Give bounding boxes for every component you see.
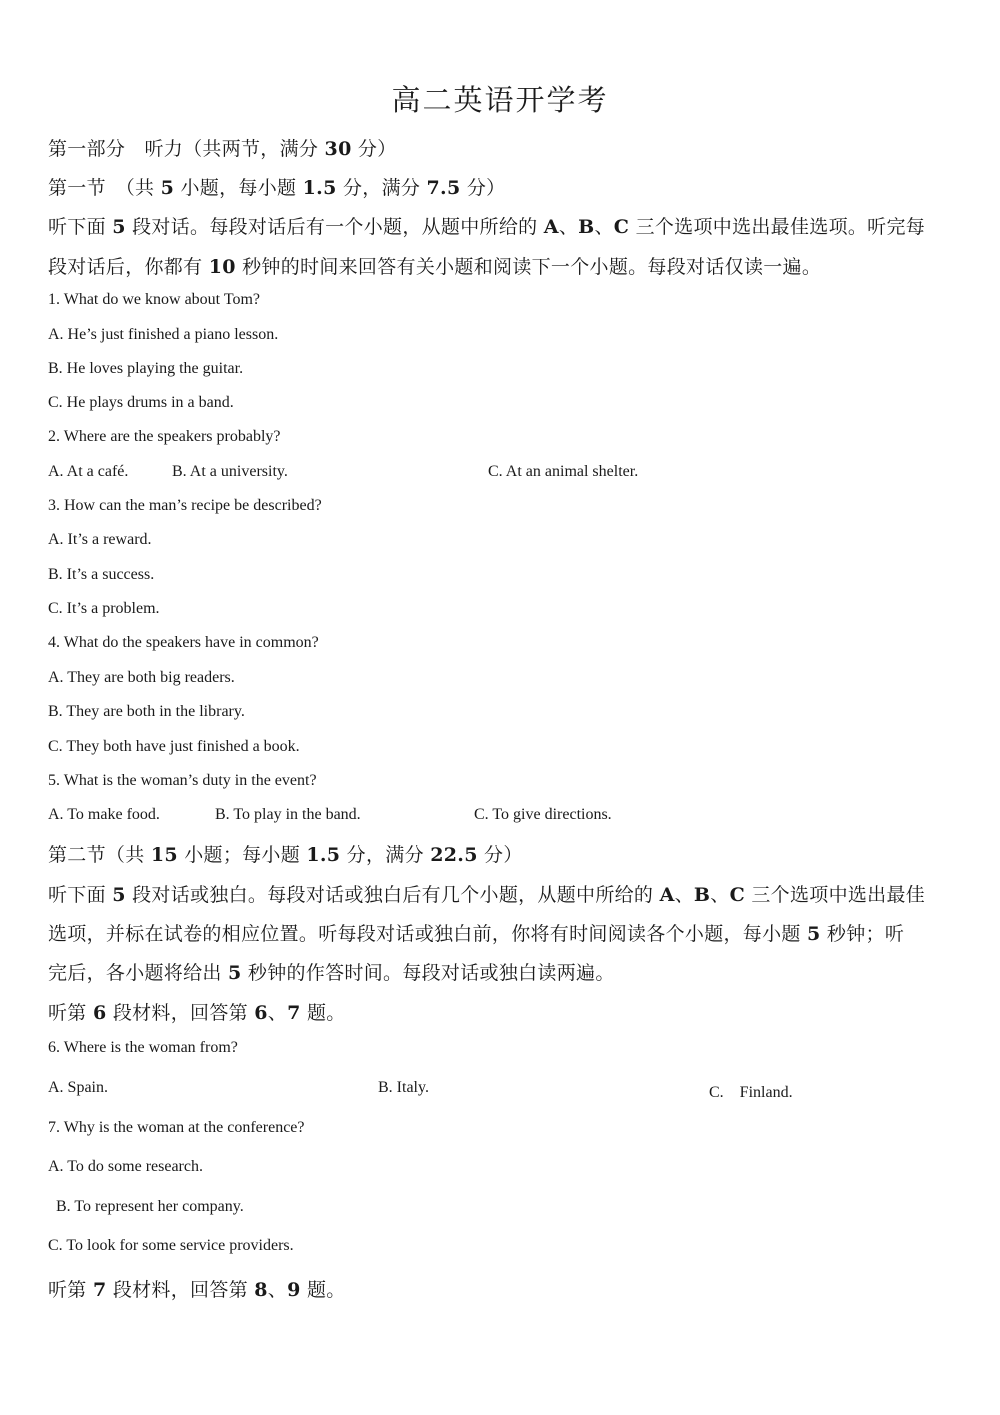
seconds-number: 10 (208, 256, 236, 278)
part1-heading (48, 134, 397, 161)
text-segment: 秒钟；听 (820, 923, 905, 945)
text-segment: 、 (267, 1279, 288, 1301)
question-1-option-c: C. He plays drums in a band. (48, 394, 234, 411)
text-segment: 听第 (48, 1279, 93, 1301)
text-segment: 、 (710, 884, 730, 906)
question-1-stem: 1. What do we know about Tom? (48, 291, 261, 308)
section1-instructions-line1 (48, 212, 925, 239)
text-segment: 分） (351, 138, 397, 160)
text-segment: 、 (594, 216, 614, 238)
count-number: 15 (150, 844, 178, 866)
question-2-option-b: B. At a university. (172, 463, 288, 480)
option-letter: A (543, 216, 559, 238)
material-number: 7 (92, 1279, 107, 1301)
section2-instructions-line3 (48, 958, 615, 985)
text-segment: 分） (477, 844, 523, 866)
option-letter: C (729, 884, 746, 906)
question-4-option-c: C. They both have just finished a book. (48, 738, 300, 755)
text-segment: 段对话后，你都有 (48, 256, 209, 278)
question-1-option-a: A. He’s just finished a piano lesson. (48, 326, 279, 343)
text-segment: 第一部分 听力（共两节，满分 (48, 138, 325, 160)
text-segment: 三个选项中选出最佳 (745, 884, 926, 906)
score-number: 7.5 (426, 177, 461, 199)
text-segment: 段对话。每段对话后有一个小题，从题中所给的 (125, 216, 544, 238)
text-segment: 听下面 (48, 884, 113, 906)
question-number: 8 (254, 1279, 268, 1301)
text-segment: 小题；每小题 (177, 844, 307, 866)
section1-instructions-line2 (48, 252, 821, 279)
question-2-option-a: A. At a café. (48, 463, 129, 480)
option-letter: B (578, 216, 595, 238)
score-number: 22.5 (430, 844, 478, 866)
question-5-option-c: C. To give directions. (474, 806, 612, 823)
text-segment: 听第 (48, 1002, 93, 1024)
question-number: 7 (287, 1002, 301, 1024)
question-3-stem: 3. How can the man’s recipe be described? (48, 497, 322, 514)
question-6-option-b: B. Italy. (378, 1079, 429, 1096)
question-4-option-b: B. They are both in the library. (48, 703, 245, 720)
material-number: 6 (92, 1002, 107, 1024)
text-segment: 第一节 （共 (48, 177, 161, 199)
question-4-stem: 4. What do the speakers have in common? (48, 634, 319, 651)
text-segment: 段对话或独白。每段对话或独白后有几个小题，从题中所给的 (125, 884, 660, 906)
text-segment: 段材料，回答第 (106, 1002, 255, 1024)
question-7-option-a: A. To do some research. (48, 1158, 203, 1175)
text-segment: 分） (460, 177, 506, 199)
text-segment: 题。 (300, 1002, 346, 1024)
question-6-option-c: C. Finland. (709, 1084, 793, 1101)
question-6-stem: 6. Where is the woman from? (48, 1039, 238, 1056)
text-segment: 题。 (300, 1279, 346, 1301)
text-segment: 完后，各小题将给出 (48, 962, 229, 984)
question-number: 6 (254, 1002, 268, 1024)
question-5-option-b: B. To play in the band. (215, 806, 361, 823)
section2-instructions-line1 (48, 880, 925, 907)
text-segment: 小题，每小题 (174, 177, 303, 199)
text-segment: 分，满分 (336, 177, 427, 199)
seconds-number: 5 (228, 962, 242, 984)
question-7-option-b: B. To represent her company. (56, 1198, 244, 1215)
question-3-option-a: A. It’s a reward. (48, 531, 152, 548)
count-number: 5 (160, 177, 175, 199)
text-segment: 段材料，回答第 (106, 1279, 255, 1301)
question-5-stem: 5. What is the woman’s duty in the event? (48, 772, 317, 789)
question-3-option-c: C. It’s a problem. (48, 600, 160, 617)
text-segment: 、 (674, 884, 694, 906)
question-7-option-c: C. To look for some service providers. (48, 1237, 294, 1254)
section2-instructions-line2 (48, 919, 904, 946)
text-segment: 、 (267, 1002, 288, 1024)
question-number: 9 (287, 1279, 301, 1301)
question-4-option-a: A. They are both big readers. (48, 669, 235, 686)
text-segment: 秒钟的作答时间。每段对话或独白读两遍。 (241, 962, 615, 984)
text-segment: 、 (558, 216, 579, 238)
page-title: 高二英语开学考 (391, 83, 609, 117)
text-segment: 分，满分 (340, 844, 431, 866)
material-7-heading (48, 1275, 346, 1302)
count-number: 5 (112, 216, 126, 238)
question-1-option-b: B. He loves playing the guitar. (48, 360, 244, 377)
option-letter: B (693, 884, 711, 906)
section1-heading (48, 173, 505, 200)
question-7-stem: 7. Why is the woman at the conference? (48, 1119, 305, 1136)
question-2-option-c: C. At an animal shelter. (488, 463, 639, 480)
text-segment: 三个选项中选出最佳选项。听完每 (629, 216, 926, 238)
text-segment: 秒钟的时间来回答有关小题和阅读下一个小题。每段对话仅读一遍。 (235, 256, 822, 278)
score-number: 1.5 (306, 844, 341, 866)
option-letter: C (613, 216, 630, 238)
material-6-heading (48, 998, 346, 1025)
text-segment: 第二节（共 (48, 844, 151, 866)
score-number: 1.5 (302, 177, 337, 199)
section2-heading (48, 840, 523, 867)
seconds-number: 5 (807, 923, 821, 945)
score-number: 30 (324, 138, 352, 160)
question-2-stem: 2. Where are the speakers probably? (48, 428, 281, 445)
option-letter: A (659, 884, 675, 906)
count-number: 5 (112, 884, 126, 906)
question-3-option-b: B. It’s a success. (48, 566, 155, 583)
text-segment: 选项，并标在试卷的相应位置。听每段对话或独白前，你将有时间阅读各个小题，每小题 (48, 923, 808, 945)
question-6-option-a: A. Spain. (48, 1079, 108, 1096)
question-5-option-a: A. To make food. (48, 806, 160, 823)
text-segment: 听下面 (48, 216, 113, 238)
